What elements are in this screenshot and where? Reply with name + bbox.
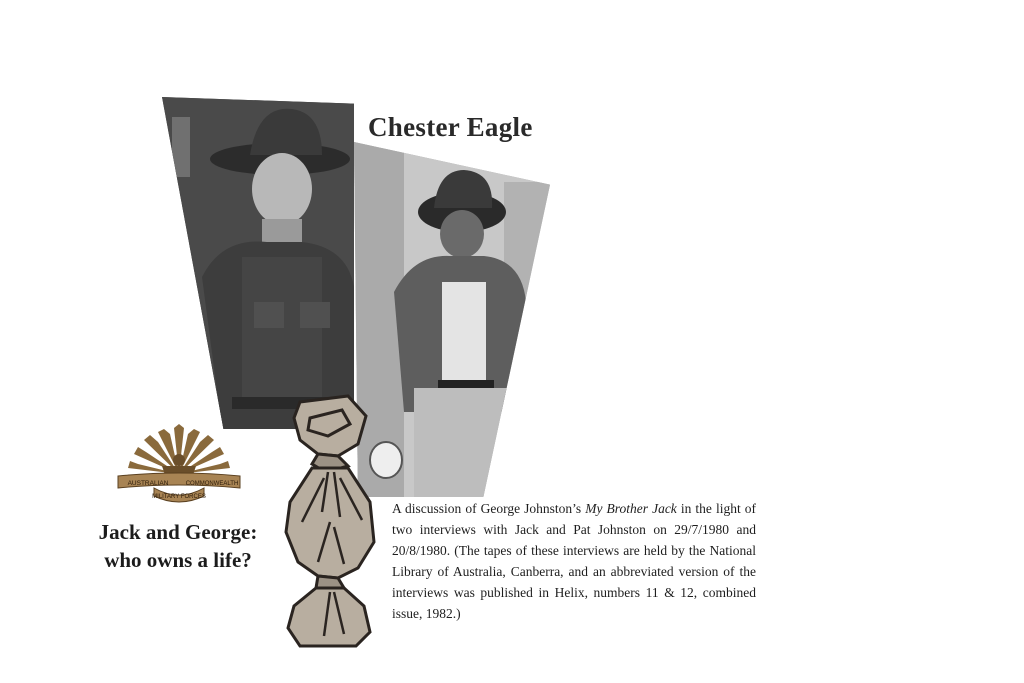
summary-body: in the light of two interviews with Jack and Pat Johnston on 29/7/1980 and 20/8/1980. (The tapes of these interviews are held by the National Library of Australia, Canberra, and an abbreviated version of the interviews was published in Helix, numbers 11 & 12, combined issue, 1982.): [392, 501, 756, 621]
book-title: My Brother Jack: [585, 501, 677, 516]
author-name: Chester Eagle: [368, 112, 533, 142]
badge-top-text: AUSTRALIAN: [127, 480, 169, 487]
worker-figure: [354, 142, 550, 497]
worker-photo: [354, 142, 550, 497]
badge-right-text: COMMONWEALTH: [185, 481, 239, 487]
rising-sun-badge-icon: [114, 424, 244, 506]
soldier-photo: [162, 97, 354, 429]
soldier-figure: [162, 97, 354, 429]
title-line-2: who owns a life?: [104, 548, 252, 572]
summary-intro: A discussion of George Johnston’s: [392, 501, 586, 516]
wrapped-sack-illustration: [278, 392, 382, 650]
badge-bottom-text: MILITARY FORCES: [152, 494, 206, 500]
article-summary: [392, 498, 756, 624]
page-title: [88, 518, 268, 574]
title-line-1: Jack and George:: [98, 520, 258, 544]
